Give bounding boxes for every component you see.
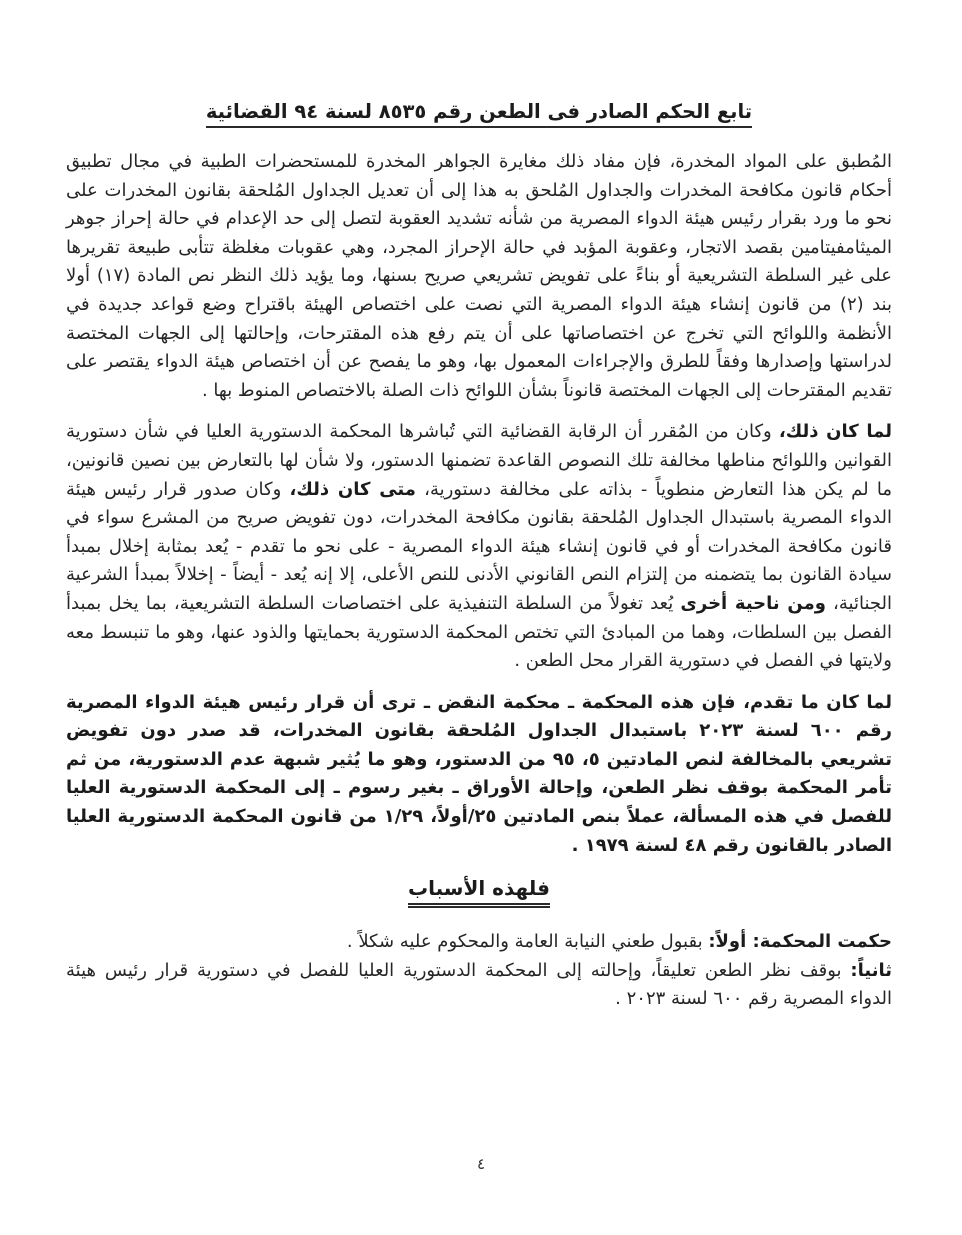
page-number: ٤: [476, 1155, 486, 1173]
text-segment: يُعد تغولاً من السلطة التنفيذية على اختصاصات السلطة التشريعية، بما يخل بمبدأ الفصل بين السلطات، وهما من المبادئ التي تختص المحكمة الدستورية بحمايتها والذود عنها، وهو ما تنبسط معه ولايتها في الفصل في دستورية القرار محل الطعن .: [66, 592, 892, 672]
paragraph-court-conclusion: [66, 689, 892, 861]
text-segment: بوقف نظر الطعن تعليقاً، وإحالته إلى المحكمة الدستورية العليا للفصل في دستورية قرار رئيس هيئة الدواء المصرية رقم ٦٠٠ لسنة ٢٠٢٣ .: [66, 959, 892, 1010]
document-title: [66, 100, 892, 128]
text-segment: وكان من المُقرر أن الرقابة القضائية التي تُباشرها المحكمة الدستورية العليا في شأن دستورية القوانين واللوائح مناطها مخالفة تلك النصوص القاعدة تضمنها الدستور، ولا شأن لها بالتعارض بين نصين قانونين، ما لم يكن هذا التعارض منطوياً - بذاته على مخالفة دستورية،: [66, 421, 892, 500]
bold-text-segment: ثانياً:: [850, 959, 892, 981]
ruling-second: [66, 957, 892, 1014]
document-title-text: تابع الحكم الصادر فى الطعن رقم ٨٥٣٥ لسنة ٩٤ القضائية: [206, 100, 752, 128]
judgment-body: [66, 148, 892, 860]
paragraph-applicable-law: [66, 148, 892, 405]
ruling-section: [66, 928, 892, 1014]
section-heading-reasons: [66, 876, 892, 908]
bold-text-segment: حكمت المحكمة: أولاً:: [708, 931, 892, 953]
section-heading-text: فلهذه الأسباب: [408, 876, 550, 908]
text-segment: بقبول طعني النيابة العامة والمحكوم عليه شكلاً .: [346, 931, 709, 953]
bold-text-segment: لما كان ما تقدم، فإن هذه المحكمة ـ محكمة النقض ـ ترى أن قرار رئيس هيئة الدواء المصرية رقم ٦٠٠ لسنة ٢٠٢٣ باستبدال الجداول المُلحقة بقانون المخدرات، قد صدر دون تفويض تشريعي بالمخالفة لنص المادتين ٥، ٩٥ من الدستور، وهو ما يُثير شبهة عدم الدستورية، من ثم تأمر المحكمة بوقف نظر الطعن، وإحالة الأوراق ـ بغير رسوم ـ إلى المحكمة الدستورية العليا للفصل في هذه المسألة، عملاً بنص المادتين ٢٥/أولاً، ١/٢٩ من قانون المحكمة الدستورية العليا الصادر بالقانون رقم ٤٨ لسنة ١٩٧٩ .: [66, 691, 892, 856]
bold-text-segment: ومن ناحية أخرى: [680, 592, 826, 614]
page-content: [66, 100, 892, 1014]
ruling-first: [66, 928, 892, 957]
paragraph-constitutional-review: [66, 418, 892, 675]
page-footer: [0, 1154, 962, 1173]
text-segment: المُطبق على المواد المخدرة، فإن مفاد ذلك مغايرة الجواهر المخدرة للمستحضرات الطبية في مجال تطبيق أحكام قانون مكافحة المخدرات والجداول المُلحق به هذا إلى أن تعديل الجداول المُلحقة بقانون المخدرات على نحو ما ورد بقرار رئيس هيئة الدواء المصرية من شأنه تشديد العقوبة لتصل إلى حد الإعدام في حالة إحراز جوهر الميثامفيتامين بقصد الاتجار، وعقوبة المؤبد في حالة الإحراز المجرد، وهي عقوبات مغلظة تتأبى طبيعة تقريرها على غير السلطة التشريعية أو بناءً على تفويض تشريعي صريح بسنها، وما يؤيد ذلك النظر نص المادة (١٧) أولا بند (٢) من قانون إنشاء هيئة الدواء المصرية التي نصت على اختصاص الهيئة باقتراح وضع قواعد جديدة في الأنظمة واللوائح التي تخرج عن اختصاصاتها على أن يتم رفع هذه المقترحات، وإحالتها إلى الجهات المختصة لدراستها وإصدارها وفقاً للطرق والإجراءات المعمول بها، وهو ما يفصح عن أن اختصاص هيئة الدواء يقتصر على تقديم المقترحات إلى الجهات المختصة قانوناً بشأن اللوائح ذات الصلة بالاختصاص المنوط بها .: [66, 151, 893, 401]
text-segment: وكان صدور قرار رئيس هيئة الدواء المصرية باستبدال الجداول المُلحقة بقانون مكافحة المخدرات، دون تفويض صريح من المشرع سواء في قانون مكافحة المخدرات أو في قانون إنشاء هيئة الدواء المصرية - على نحو ما تقدم - يُعد بمثابة إخلال بمبدأ سيادة القانون بما يتضمنه من إلتزام النص القانوني الأدنى للنص الأعلى، إلا إنه يُعد - أيضاً - إخلالاً بمبدأ الشرعية الجنائية،: [66, 478, 892, 614]
bold-text-segment: متى كان ذلك،: [289, 478, 416, 500]
bold-text-segment: لما كان ذلك،: [778, 421, 892, 443]
